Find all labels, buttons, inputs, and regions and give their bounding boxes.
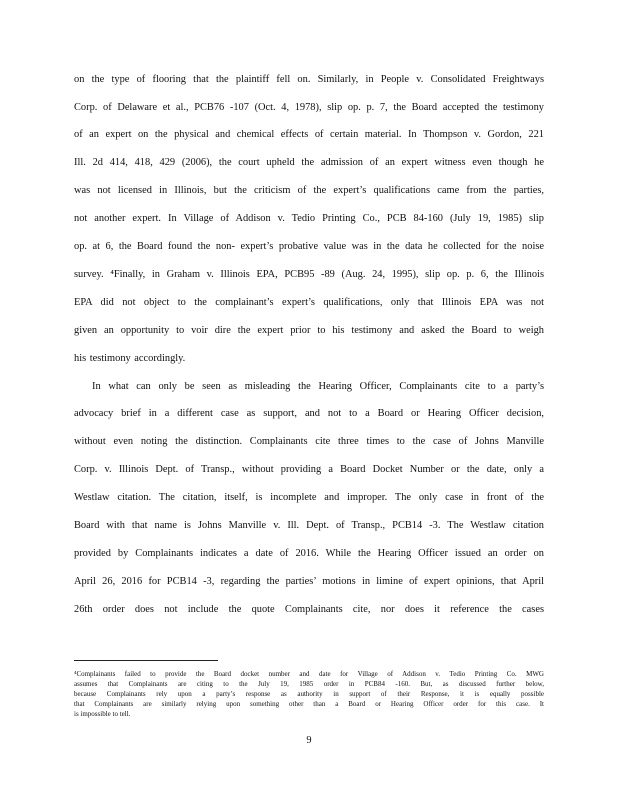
body-line: op. at 6, the Board found the non- expert’s probative value was in the data he collected for the noise	[74, 241, 544, 252]
page-number: 9	[306, 735, 312, 746]
body-line: survey. ⁴Finally, in Graham v. Illinois EPA, PCB95 -89 (Aug. 24, 1995), slip op. p. 6, the Illinois	[74, 269, 544, 280]
body-line: EPA did not object to the complainant’s expert’s qualifications, only that Illinois EPA was not	[74, 297, 544, 308]
footnote-line: ⁴Complainants failed to provide the Board docket number and date for Village of Addison v. Tedio Printing Co. MWG	[74, 670, 544, 678]
body-line: Board with that name is Johns Manville v. Ill. Dept. of Transp., PCB14 -3. The Westlaw citation	[74, 520, 544, 531]
body-line: on the type of flooring that the plaintiff fell on. Similarly, in People v. Consolidated Freightways	[74, 74, 544, 85]
footnote-line: assumes that Complainants are citing to the July 19, 1985 order in PCB84 -160. But, as discussed further below,	[74, 680, 544, 688]
body-line: 26th order does not include the quote Complainants cite, nor does it reference the cases	[74, 604, 544, 615]
body-line: his testimony accordingly.	[74, 353, 186, 364]
body-line: advocacy brief in a different case as support, and not to a Board or Hearing Officer decision,	[74, 408, 544, 419]
body-line: of an expert on the physical and chemical effects of certain material. In Thompson v. Gordon, 221	[74, 129, 544, 140]
footnote-line: because Complainants rely upon a party’s response as authority in support of their Response, it is equally possible	[74, 690, 544, 698]
body-line: given an opportunity to voir dire the expert prior to his testimony and asked the Board to weigh	[74, 325, 544, 336]
body-line: April 26, 2016 for PCB14 -3, regarding the parties’ motions in limine of expert opinions, that April	[74, 576, 544, 587]
body-line: provided by Complainants indicates a date of 2016. While the Hearing Officer issued an order on	[74, 548, 544, 559]
body-line: not another expert. In Village of Addison v. Tedio Printing Co., PCB 84-160 (July 19, 1985) slip	[74, 213, 544, 224]
footnote-divider	[74, 660, 218, 661]
body-line: was not licensed in Illinois, but the criticism of the expert’s qualifications came from the parties,	[74, 185, 544, 196]
footnote-line: that Complainants are similarly relying upon something other than a Board or Hearing Officer order for this case. It	[74, 700, 544, 708]
body-line: Westlaw citation. The citation, itself, is incomplete and improper. The only case in front of the	[74, 492, 544, 503]
footnote-line: is impossible to tell.	[74, 710, 131, 718]
body-line: Corp. v. Illinois Dept. of Transp., without providing a Board Docket Number or the date, only a	[74, 464, 544, 475]
body-line: Corp. of Delaware et al., PCB76 -107 (Oct. 4, 1978), slip op. p. 7, the Board accepted the testimony	[74, 102, 544, 113]
body-line: In what can only be seen as misleading the Hearing Officer, Complainants cite to a party’s	[92, 381, 544, 392]
body-line: Ill. 2d 414, 418, 429 (2006), the court upheld the admission of an expert witness even though he	[74, 157, 544, 168]
body-line: without even noting the distinction. Complainants cite three times to the case of Johns Manville	[74, 436, 544, 447]
